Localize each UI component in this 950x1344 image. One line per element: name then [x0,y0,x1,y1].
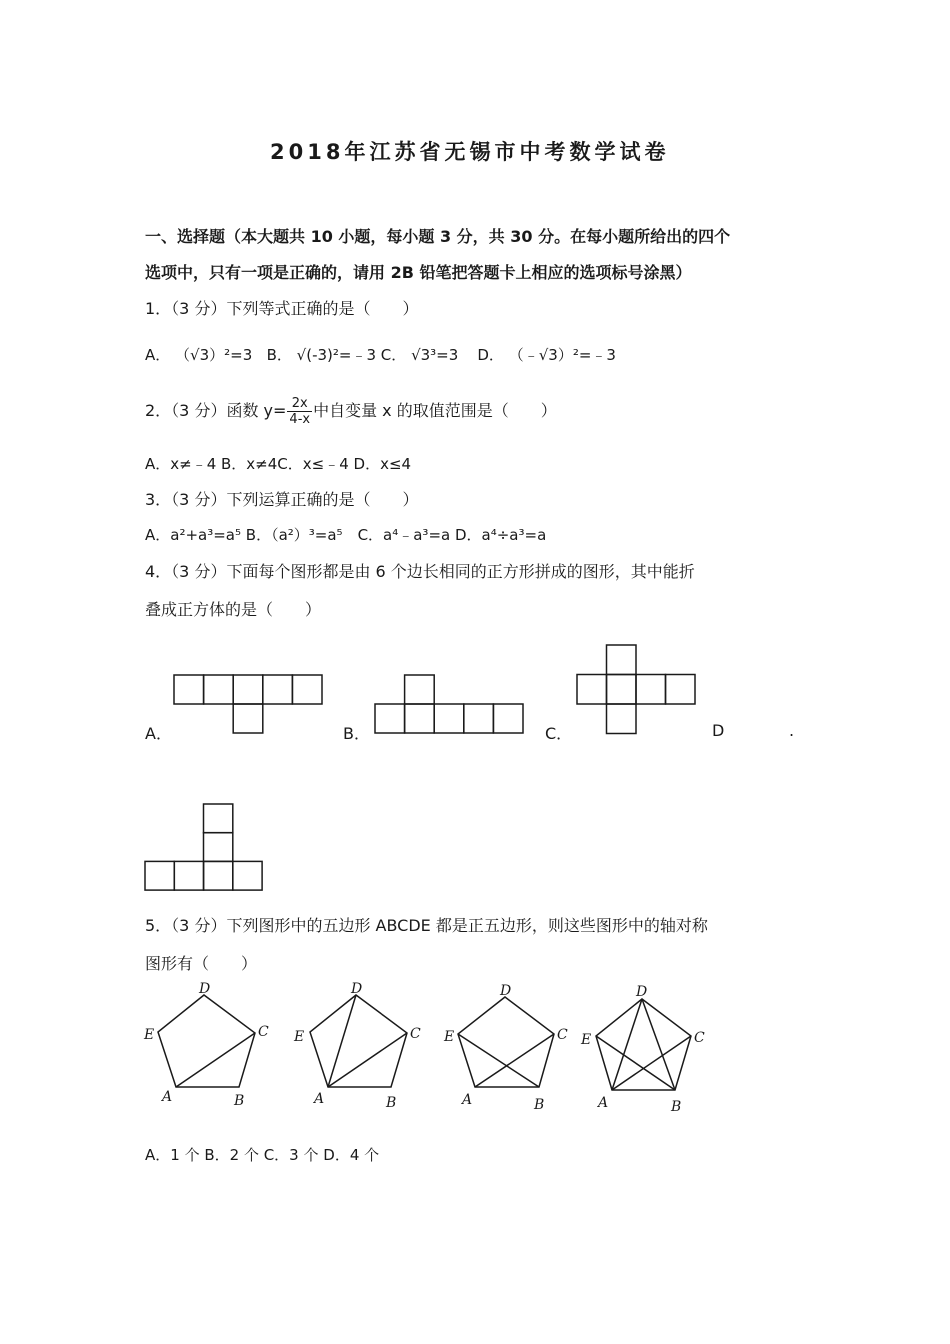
q2-stem [145,396,557,427]
section-heading-line1: 一、选择题（本大题共 10 小题，每小题 3 分，共 30 分。在每小题所给出的四个 [145,227,731,246]
vertex-label-e: E [294,1029,305,1045]
q1-options [145,344,616,365]
vertex-label-c: C [258,1024,269,1040]
vertex-label-d: D [199,981,211,997]
net-square [204,675,234,704]
q5-stem-line1: 5．（3 分）下列图形中的五边形 ABCDE 都是正五边形，则这些图形中的轴对称 [145,916,708,935]
vertex-label-e: E [144,1027,155,1043]
q4-label-d-dot: . [789,721,795,740]
q1-option-b: √(-3)²=﹣3 [296,346,377,364]
net-square [464,704,494,733]
net-square [233,861,262,890]
pentagon-diagonal [612,999,642,1090]
q1-option-c-label: C． [380,346,407,364]
vertex-label-b: B [534,1097,545,1113]
q1-stem: 1．（3 分）下列等式正确的是（ ） [145,299,419,318]
pentagon-diagonal [458,1034,539,1087]
q2-stem-pre: 2．（3 分）函数 y= [145,401,287,420]
net-square [375,704,405,733]
net-square [233,704,263,733]
pentagon-diagonal [612,1036,691,1090]
vertex-label-d: D [351,981,363,997]
q4-stem-line1: 4．（3 分）下面每个图形都是由 6 个边长相同的正方形拼成的图形，其中能折 [145,562,695,581]
q4-label-c: C． [545,724,573,743]
net-square [145,861,174,890]
net-square [607,704,637,734]
q1-option-c: √3³=3 [411,346,459,364]
q4-figure-d [145,804,265,894]
q2-fraction-numerator: 2x [287,396,312,412]
pentagon-diagonal [596,1036,675,1090]
q3-options: A．a²+a³=a⁵ B．（a²）³=a⁵ C．a⁴﹣a³=a D．a⁴÷a³=a [145,526,547,544]
q4-label-a: A． [145,724,172,743]
net-square [607,675,637,705]
q4-stem-line2: 叠成正方体的是（ ） [145,600,322,619]
vertex-label-b: B [386,1095,397,1111]
vertex-label-d: D [500,983,512,999]
net-square [636,675,666,705]
net-square [434,704,464,733]
vertex-label-a: A [598,1095,609,1111]
q1-option-d: （﹣√3）²=﹣3 [508,346,616,364]
q3-stem: 3．（3 分）下列运算正确的是（ ） [145,490,419,509]
net-square [174,675,204,704]
q5-stem-line2: 图形有（ ） [145,954,258,973]
q5-pentagon-2 [290,980,430,1110]
pentagon-diagonal [328,1033,407,1087]
net-square [405,704,435,733]
q5-pentagon-3 [440,980,580,1113]
q4-figure-c [577,645,697,735]
vertex-label-a: A [462,1092,473,1108]
q4-figure-a [174,675,324,735]
pentagon-outline [458,997,554,1087]
net-square [204,804,233,833]
net-square [204,833,233,862]
net-square [577,675,607,705]
pentagon-diagonal [475,1034,554,1087]
q1-option-a: （√3）²=3 [175,346,253,364]
q5-pentagon-4 [580,980,720,1115]
vertex-label-a: A [314,1091,325,1107]
net-square [493,704,523,733]
section-heading-line2: 选项中，只有一项是正确的，请用 2B 铅笔把答题卡上相应的选项标号涂黑） [145,263,692,282]
net-square [204,861,233,890]
q5-options: A．1 个 B．2 个 C．3 个 D．4 个 [145,1146,380,1164]
vertex-label-a: A [162,1089,173,1105]
q4-label-b: B． [343,724,370,743]
pentagon-outline [158,995,255,1087]
vertex-label-c: C [410,1026,421,1042]
q2-options: A．x≠﹣4 B．x≠4C．x≤﹣4 D．x≤4 [145,455,412,473]
net-square [405,675,435,704]
net-square [263,675,293,704]
pentagon-diagonal [176,1033,255,1087]
pentagon-diagonal [328,995,356,1087]
q2-fraction [287,396,312,427]
net-square [666,675,696,705]
q4-figure-b [375,675,525,735]
net-square [292,675,322,704]
vertex-label-e: E [581,1032,592,1048]
vertex-label-e: E [444,1029,455,1045]
q1-option-a-label: A． [145,346,171,364]
q4-label-d: D [712,721,725,740]
q1-option-d-label: D． [477,346,504,364]
q1-option-b-label: B． [266,346,292,364]
net-square [233,675,263,704]
page-title: 2018年江苏省无锡市中考数学试卷 [270,140,670,164]
q2-fraction-denominator: 4-x [289,412,311,427]
net-square [174,861,203,890]
pentagon-outline [310,995,407,1087]
pentagon-outline [596,999,691,1090]
q2-stem-post: 中自变量 x 的取值范围是（ ） [313,401,557,420]
q5-pentagon-1 [140,980,280,1110]
vertex-label-b: B [671,1099,682,1115]
vertex-label-b: B [234,1093,245,1109]
vertex-label-c: C [557,1027,568,1043]
vertex-label-d: D [636,984,648,1000]
vertex-label-c: C [694,1030,705,1046]
pentagon-diagonal [642,999,675,1090]
net-square [607,645,637,675]
